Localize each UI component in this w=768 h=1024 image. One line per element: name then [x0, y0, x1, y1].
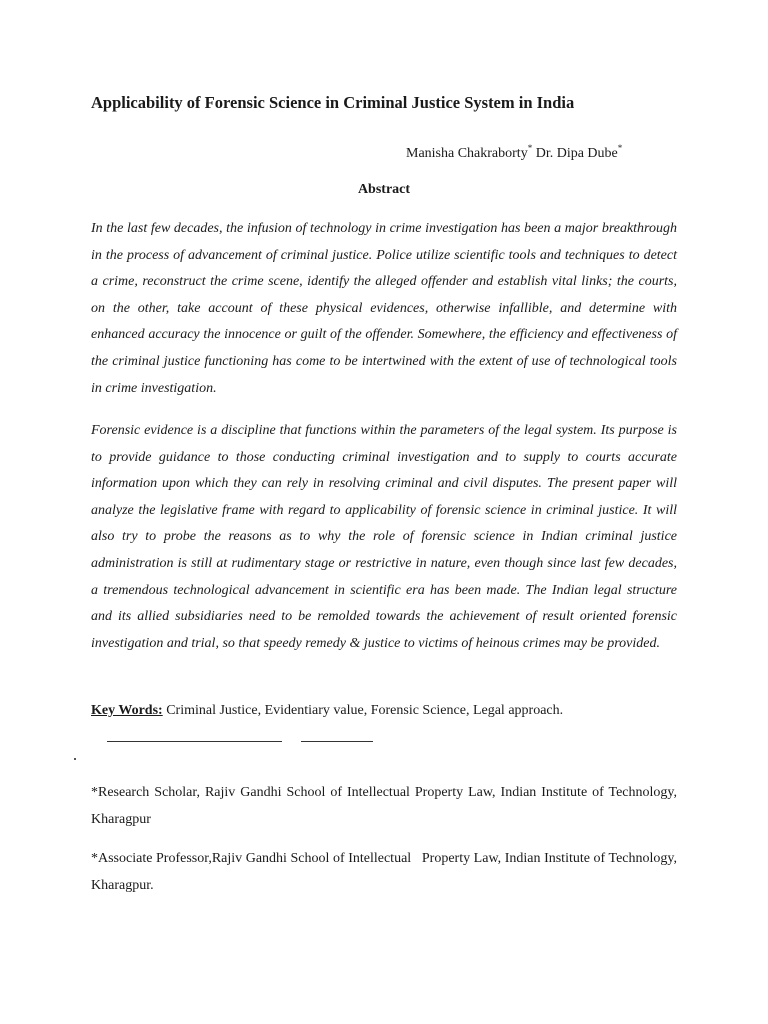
author-line [406, 138, 622, 164]
author-footnote-mark: * [527, 143, 533, 153]
keywords-text: Criminal Justice, Evidentiary value, Forensic Science, Legal approach. [162, 703, 564, 718]
stray-mark [74, 758, 76, 760]
author-name: Dr. Dipa Dube [535, 146, 618, 161]
footnote: *Associate Professor,Rajiv Gandhi School of Intellectual Property Law, Indian Institute of Technology, Kharagpur. [91, 851, 677, 893]
footnote-separator [107, 741, 282, 742]
author-footnote-mark: * [617, 143, 623, 153]
abstract-paragraph: Forensic evidence is a discipline that functions within the parameters of the legal system. Its purpose is to provide guidance to those conducting criminal investigation and to supply to courts accurate information upon which they can rely in resolving criminal and civil disputes. The present paper will analyze the legislative frame with regard to applicability of forensic science in criminal justice. It will also try to probe the reasons as to why the role of forensic science in Indian criminal justice administration is still at rudimentary stage or restrictive in nature, even though since last few decades, a tremendous technological advancement in scientific era has been made. The Indian legal structure and its allied subsidiaries need to be remolded towards the achievement of result oriented forensic investigation and trial, so that speedy remedy & justice to victims of heinous crimes may be provided. [91, 423, 677, 651]
footnote-separator [301, 741, 373, 742]
abstract-paragraph: In the last few decades, the infusion of technology in crime investigation has been a major breakthrough in the process of advancement of criminal justice. Police utilize scientific tools and techniques to detect a crime, reconstruct the crime scene, identify the alleged offender and establish vital links; the courts, on the other, take account of these physical evidences, otherwise infallible, and determine with enhanced accuracy the innocence or guilt of the offender. Somewhere, the efficiency and effectiveness of the criminal justice functioning has come to be intertwined with the extent of use of technological tools in crime investigation. [91, 221, 677, 396]
keywords-label: Key Words: [91, 703, 163, 718]
paper-title: Applicability of Forensic Science in Criminal Justice System in India [91, 93, 575, 112]
keywords-line [91, 701, 691, 721]
footnote: *Research Scholar, Rajiv Gandhi School of Intellectual Property Law, Indian Institute of Technology, Kharagpur [91, 785, 677, 827]
abstract-heading: Abstract [357, 182, 411, 197]
author-name: Manisha Chakraborty [406, 146, 528, 161]
